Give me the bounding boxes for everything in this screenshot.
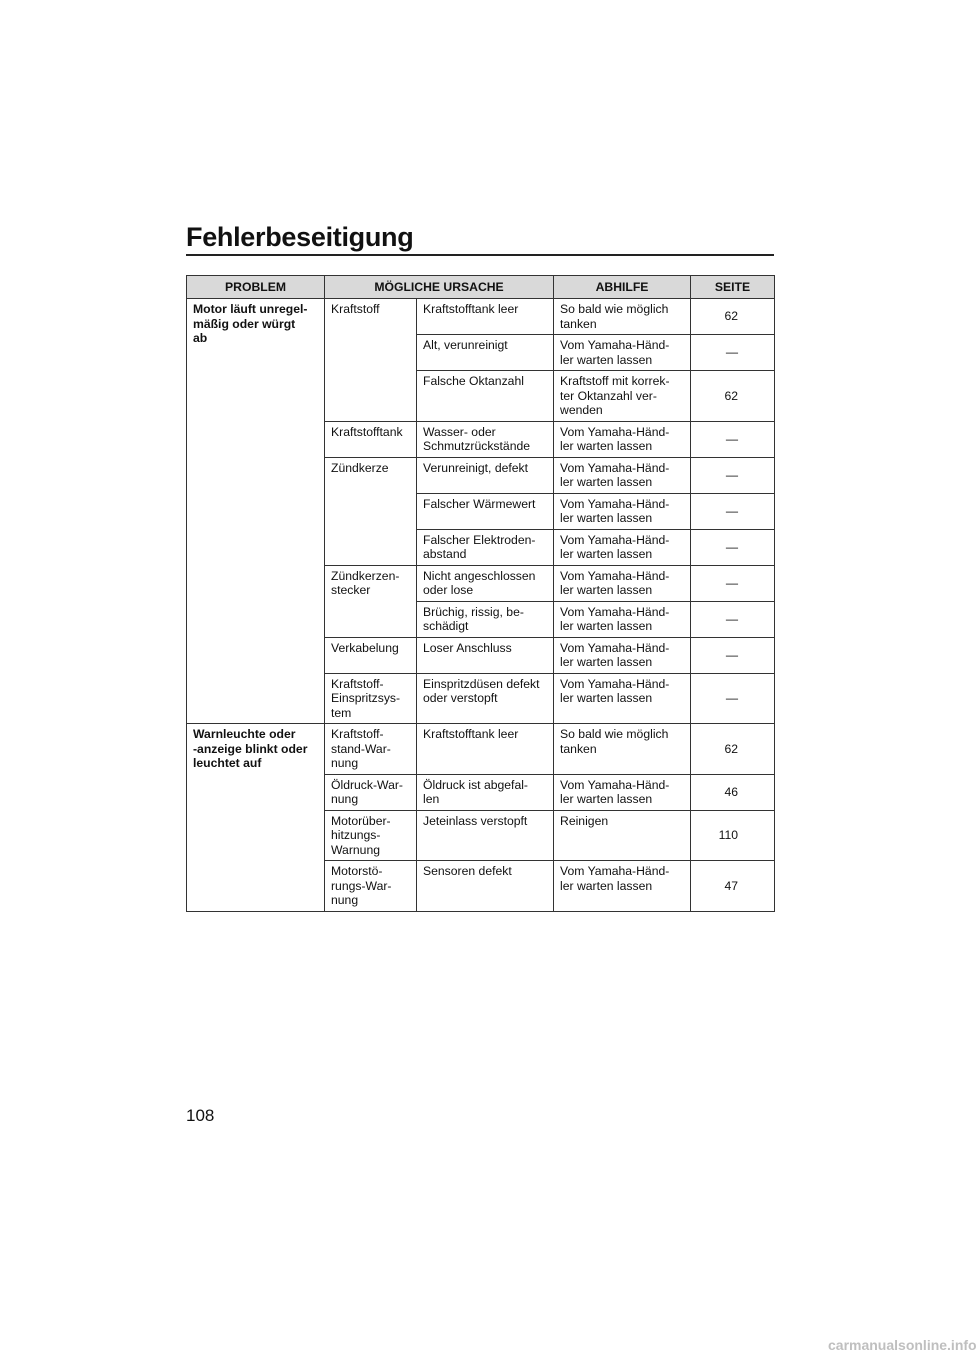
cell-page: 46 (691, 774, 775, 810)
cell-page: — (691, 637, 775, 673)
header-seite: SEITE (691, 276, 775, 299)
cell-cause-main: Zündkerze (325, 457, 417, 565)
table-body (187, 299, 775, 912)
cell-page: — (691, 601, 775, 637)
cell-remedy: Vom Yamaha-Händ- ler warten lassen (554, 673, 691, 724)
watermark: carmanualsonline.info (828, 1337, 977, 1353)
cell-cause-main: Öldruck-War- nung (325, 774, 417, 810)
cell-cause-detail: Wasser- oder Schmutzrückstände (417, 421, 554, 457)
cell-page: 62 (691, 299, 775, 335)
cell-cause-main: Verkabelung (325, 637, 417, 673)
cell-cause-detail: Falscher Wärmewert (417, 493, 554, 529)
cell-cause-main: Motorstö- rungs-War- nung (325, 861, 417, 912)
header-abhilfe: ABHILFE (554, 276, 691, 299)
cell-cause-detail: Kraftstofftank leer (417, 724, 554, 775)
cell-cause-detail: Kraftstofftank leer (417, 299, 554, 335)
cell-cause-detail: Falscher Elektroden- abstand (417, 529, 554, 565)
cell-remedy: Vom Yamaha-Händ- ler warten lassen (554, 421, 691, 457)
cell-remedy: Vom Yamaha-Händ- ler warten lassen (554, 529, 691, 565)
cell-remedy: Vom Yamaha-Händ- ler warten lassen (554, 774, 691, 810)
cell-problem: Motor läuft unregel- mäßig oder würgt ab (187, 299, 325, 724)
cell-page: — (691, 529, 775, 565)
cell-page: 47 (691, 861, 775, 912)
cell-problem: Warnleuchte oder -anzeige blinkt oder leuchtet auf (187, 724, 325, 912)
cell-page: — (691, 493, 775, 529)
cell-cause-detail: Einspritzdüsen defekt oder verstopft (417, 673, 554, 724)
title-divider (186, 254, 774, 256)
cell-remedy: Vom Yamaha-Händ- ler warten lassen (554, 565, 691, 601)
cell-cause-detail: Brüchig, rissig, be- schädigt (417, 601, 554, 637)
page-title: Fehlerbeseitigung (186, 222, 414, 252)
cell-cause-main: Kraftstoff- stand-War- nung (325, 724, 417, 775)
cell-cause-main: Kraftstoff (325, 299, 417, 422)
cell-page: 62 (691, 371, 775, 422)
cell-page: 110 (691, 810, 775, 861)
cell-remedy: Vom Yamaha-Händ- ler warten lassen (554, 637, 691, 673)
cell-remedy: Vom Yamaha-Händ- ler warten lassen (554, 335, 691, 371)
cell-cause-detail: Jeteinlass verstopft (417, 810, 554, 861)
cell-remedy: Vom Yamaha-Händ- ler warten lassen (554, 861, 691, 912)
cell-remedy: Vom Yamaha-Händ- ler warten lassen (554, 457, 691, 493)
cell-cause-detail: Alt, verunreinigt (417, 335, 554, 371)
cell-cause-main: Kraftstoff- Einspritzsys- tem (325, 673, 417, 724)
header-problem: PROBLEM (187, 276, 325, 299)
cell-page: — (691, 457, 775, 493)
header-ursache: MÖGLICHE URSACHE (325, 276, 554, 299)
cell-cause-detail: Sensoren defekt (417, 861, 554, 912)
cell-cause-detail: Loser Anschluss (417, 637, 554, 673)
cell-remedy: Vom Yamaha-Händ- ler warten lassen (554, 493, 691, 529)
cell-page: — (691, 565, 775, 601)
troubleshooting-table (186, 275, 775, 912)
cell-remedy: Kraftstoff mit korrek- ter Oktanzahl ver- wenden (554, 371, 691, 422)
table-row (187, 299, 775, 335)
cell-remedy: Vom Yamaha-Händ- ler warten lassen (554, 601, 691, 637)
cell-cause-detail: Nicht angeschlossen oder lose (417, 565, 554, 601)
page-number: 108 (186, 1106, 215, 1125)
cell-cause-main: Kraftstofftank (325, 421, 417, 457)
cell-cause-main: Zündkerzen- stecker (325, 565, 417, 637)
cell-cause-main: Motorüber- hitzungs- Warnung (325, 810, 417, 861)
cell-cause-detail: Verunreinigt, defekt (417, 457, 554, 493)
cell-page: 62 (691, 724, 775, 775)
cell-remedy: Reinigen (554, 810, 691, 861)
cell-remedy: So bald wie möglich tanken (554, 724, 691, 775)
cell-page: — (691, 673, 775, 724)
cell-page: — (691, 421, 775, 457)
cell-cause-detail: Falsche Oktanzahl (417, 371, 554, 422)
cell-cause-detail: Öldruck ist abgefal- len (417, 774, 554, 810)
table-row (187, 724, 775, 775)
cell-remedy: So bald wie möglich tanken (554, 299, 691, 335)
cell-page: — (691, 335, 775, 371)
table-header-row (187, 276, 775, 299)
